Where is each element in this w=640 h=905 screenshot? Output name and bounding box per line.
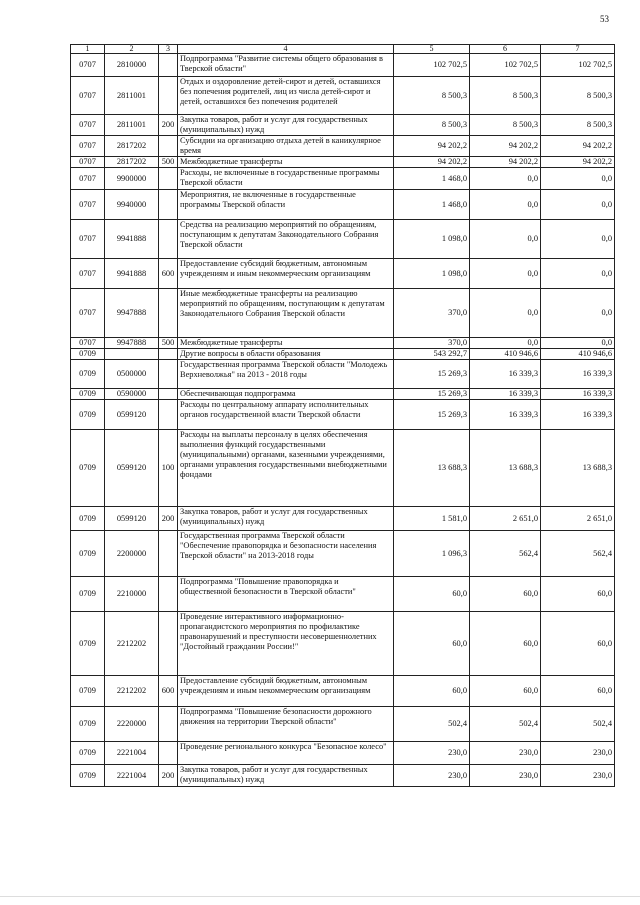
target-article-cell: 9947888 — [105, 338, 159, 349]
section-code-cell: 0709 — [71, 349, 105, 360]
amount-col6-cell: 16 339,3 — [470, 389, 541, 400]
section-code-cell: 0707 — [71, 190, 105, 220]
section-code-cell: 0707 — [71, 77, 105, 115]
expense-type-cell — [159, 190, 178, 220]
amount-col6-cell: 0,0 — [470, 220, 541, 259]
column-header: 2 — [105, 45, 159, 54]
table-row — [71, 707, 615, 742]
amount-col6-cell: 94 202,2 — [470, 136, 541, 157]
amount-col7-cell: 16 339,3 — [541, 400, 615, 430]
amount-col7-cell: 0,0 — [541, 168, 615, 190]
amount-col6-cell: 562,4 — [470, 531, 541, 577]
amount-col7-cell: 16 339,3 — [541, 360, 615, 389]
item-name-cell: Государственная программа Тверской области "Молодежь Верхневолжья" на 2013 - 2018 годы — [178, 360, 394, 389]
target-article-cell: 2200000 — [105, 531, 159, 577]
amount-col5-cell: 502,4 — [394, 707, 470, 742]
section-code-cell: 0709 — [71, 577, 105, 612]
amount-col6-cell: 230,0 — [470, 742, 541, 765]
amount-col5-cell: 94 202,2 — [394, 136, 470, 157]
table-row — [71, 338, 615, 349]
target-article-cell: 0599120 — [105, 507, 159, 531]
table-body — [71, 45, 615, 787]
amount-col6-cell: 2 651,0 — [470, 507, 541, 531]
expense-type-cell: 500 — [159, 157, 178, 168]
table-row — [71, 259, 615, 289]
expense-type-cell — [159, 360, 178, 389]
amount-col7-cell: 0,0 — [541, 220, 615, 259]
item-name-cell: Подпрограмма "Повышение правопорядка и общественной безопасности в Тверской области" — [178, 577, 394, 612]
table-row — [71, 157, 615, 168]
table-row — [71, 389, 615, 400]
page-number: 53 — [600, 14, 609, 24]
table-row — [71, 190, 615, 220]
amount-col6-cell: 0,0 — [470, 289, 541, 338]
expense-type-cell: 200 — [159, 765, 178, 787]
amount-col7-cell: 102 702,5 — [541, 54, 615, 77]
item-name-cell: Предоставление субсидий бюджетным, автономным учреждениям и иным некоммерческим организациям — [178, 676, 394, 707]
section-code-cell: 0709 — [71, 389, 105, 400]
amount-col6-cell: 410 946,6 — [470, 349, 541, 360]
expense-type-cell: 100 — [159, 430, 178, 507]
section-code-cell: 0709 — [71, 676, 105, 707]
column-header: 7 — [541, 45, 615, 54]
expense-type-cell — [159, 54, 178, 77]
section-code-cell: 0709 — [71, 360, 105, 389]
amount-col6-cell: 0,0 — [470, 190, 541, 220]
expense-type-cell — [159, 531, 178, 577]
item-name-cell: Проведение интерактивного информационно-пропагандистского мероприятия по профилактике правонарушений и преступности несовершеннолетних "Достойный гражданин России!" — [178, 612, 394, 676]
table-row — [71, 115, 615, 136]
amount-col5-cell: 1 096,3 — [394, 531, 470, 577]
column-header: 5 — [394, 45, 470, 54]
expense-type-cell: 500 — [159, 338, 178, 349]
scan-edge-divider — [0, 896, 640, 897]
expense-type-cell — [159, 707, 178, 742]
amount-col7-cell: 0,0 — [541, 338, 615, 349]
target-article-cell: 9940000 — [105, 190, 159, 220]
amount-col5-cell: 230,0 — [394, 765, 470, 787]
budget-table — [70, 44, 615, 787]
section-code-cell: 0709 — [71, 507, 105, 531]
amount-col5-cell: 1 468,0 — [394, 168, 470, 190]
amount-col5-cell: 60,0 — [394, 577, 470, 612]
amount-col5-cell: 230,0 — [394, 742, 470, 765]
target-article-cell: 9900000 — [105, 168, 159, 190]
amount-col5-cell: 102 702,5 — [394, 54, 470, 77]
amount-col7-cell: 16 339,3 — [541, 389, 615, 400]
amount-col5-cell: 1 468,0 — [394, 190, 470, 220]
amount-col7-cell: 0,0 — [541, 259, 615, 289]
amount-col7-cell: 60,0 — [541, 676, 615, 707]
amount-col7-cell: 13 688,3 — [541, 430, 615, 507]
expense-type-cell: 200 — [159, 115, 178, 136]
target-article-cell: 2221004 — [105, 742, 159, 765]
section-code-cell: 0707 — [71, 136, 105, 157]
section-code-cell: 0709 — [71, 430, 105, 507]
item-name-cell: Мероприятия, не включенные в государственные программы Тверской области — [178, 190, 394, 220]
table-row — [71, 507, 615, 531]
section-code-cell: 0709 — [71, 707, 105, 742]
item-name-cell: Закупка товаров, работ и услуг для государственных (муниципальных) нужд — [178, 765, 394, 787]
amount-col7-cell: 60,0 — [541, 577, 615, 612]
target-article-cell: 2810000 — [105, 54, 159, 77]
item-name-cell: Другие вопросы в области образования — [178, 349, 394, 360]
amount-col7-cell: 562,4 — [541, 531, 615, 577]
table-row — [71, 168, 615, 190]
amount-col5-cell: 370,0 — [394, 289, 470, 338]
section-code-cell: 0707 — [71, 157, 105, 168]
item-name-cell: Подпрограмма "Развитие системы общего образования в Тверской области" — [178, 54, 394, 77]
amount-col5-cell: 1 098,0 — [394, 220, 470, 259]
target-article-cell: 0599120 — [105, 400, 159, 430]
amount-col7-cell: 410 946,6 — [541, 349, 615, 360]
item-name-cell: Межбюджетные трансферты — [178, 157, 394, 168]
section-code-cell: 0709 — [71, 742, 105, 765]
amount-col6-cell: 0,0 — [470, 338, 541, 349]
item-name-cell: Расходы, не включенные в государственные программы Тверской области — [178, 168, 394, 190]
item-name-cell: Проведение регионального конкурса "Безопасное колесо" — [178, 742, 394, 765]
section-code-cell: 0707 — [71, 289, 105, 338]
item-name-cell: Межбюджетные трансферты — [178, 338, 394, 349]
section-code-cell: 0707 — [71, 115, 105, 136]
amount-col6-cell: 8 500,3 — [470, 77, 541, 115]
amount-col6-cell: 16 339,3 — [470, 400, 541, 430]
column-header: 1 — [71, 45, 105, 54]
amount-col6-cell: 60,0 — [470, 577, 541, 612]
item-name-cell: Обеспечивающая подпрограмма — [178, 389, 394, 400]
table-row — [71, 577, 615, 612]
amount-col7-cell: 8 500,3 — [541, 77, 615, 115]
target-article-cell: 9941888 — [105, 220, 159, 259]
table-row — [71, 531, 615, 577]
amount-col6-cell: 60,0 — [470, 612, 541, 676]
target-article-cell: 2817202 — [105, 157, 159, 168]
expense-type-cell — [159, 577, 178, 612]
table-row — [71, 136, 615, 157]
target-article-cell — [105, 349, 159, 360]
table-row — [71, 349, 615, 360]
item-name-cell: Государственная программа Тверской области "Обеспечение правопорядка и безопасности населения Тверской области" на 2013-2018 годы — [178, 531, 394, 577]
item-name-cell: Расходы на выплаты персоналу в целях обеспечения выполнения функций государственными (муниципальными) органами, казенными учреждениями, органами управления государственными внебюджетными фондами — [178, 430, 394, 507]
amount-col6-cell: 8 500,3 — [470, 115, 541, 136]
target-article-cell: 2212202 — [105, 612, 159, 676]
amount-col5-cell: 13 688,3 — [394, 430, 470, 507]
table-row — [71, 400, 615, 430]
amount-col5-cell: 8 500,3 — [394, 115, 470, 136]
expense-type-cell — [159, 289, 178, 338]
table-row — [71, 612, 615, 676]
table-row — [71, 77, 615, 115]
target-article-cell: 2811001 — [105, 77, 159, 115]
amount-col7-cell: 94 202,2 — [541, 157, 615, 168]
section-code-cell: 0707 — [71, 259, 105, 289]
amount-col7-cell: 94 202,2 — [541, 136, 615, 157]
column-number-row — [71, 45, 615, 54]
table-row — [71, 360, 615, 389]
target-article-cell: 2220000 — [105, 707, 159, 742]
target-article-cell: 2817202 — [105, 136, 159, 157]
expense-type-cell — [159, 612, 178, 676]
section-code-cell: 0709 — [71, 400, 105, 430]
amount-col5-cell: 15 269,3 — [394, 389, 470, 400]
amount-col6-cell: 502,4 — [470, 707, 541, 742]
section-code-cell: 0709 — [71, 531, 105, 577]
expense-type-cell: 600 — [159, 259, 178, 289]
section-code-cell: 0709 — [71, 765, 105, 787]
expense-type-cell — [159, 389, 178, 400]
amount-col5-cell: 15 269,3 — [394, 400, 470, 430]
expense-type-cell — [159, 168, 178, 190]
amount-col5-cell: 370,0 — [394, 338, 470, 349]
expense-type-cell — [159, 400, 178, 430]
section-code-cell: 0707 — [71, 168, 105, 190]
item-name-cell: Подпрограмма "Повышение безопасности дорожного движения на территории Тверской области" — [178, 707, 394, 742]
amount-col7-cell: 60,0 — [541, 612, 615, 676]
target-article-cell: 2221004 — [105, 765, 159, 787]
expense-type-cell — [159, 220, 178, 259]
column-header: 6 — [470, 45, 541, 54]
table-row — [71, 742, 615, 765]
expense-type-cell — [159, 77, 178, 115]
item-name-cell: Предоставление субсидий бюджетным, автономным учреждениям и иным некоммерческим организациям — [178, 259, 394, 289]
amount-col5-cell: 60,0 — [394, 676, 470, 707]
amount-col6-cell: 0,0 — [470, 168, 541, 190]
item-name-cell: Средства на реализацию мероприятий по обращениям, поступающим к депутатам Законодательного Собрания Тверской области — [178, 220, 394, 259]
target-article-cell: 2212202 — [105, 676, 159, 707]
table-row — [71, 430, 615, 507]
amount-col7-cell: 8 500,3 — [541, 115, 615, 136]
amount-col5-cell: 15 269,3 — [394, 360, 470, 389]
amount-col7-cell: 502,4 — [541, 707, 615, 742]
table-row — [71, 220, 615, 259]
amount-col5-cell: 1 581,0 — [394, 507, 470, 531]
item-name-cell: Закупка товаров, работ и услуг для государственных (муниципальных) нужд — [178, 507, 394, 531]
amount-col5-cell: 8 500,3 — [394, 77, 470, 115]
table-row — [71, 289, 615, 338]
amount-col7-cell: 230,0 — [541, 765, 615, 787]
amount-col7-cell: 0,0 — [541, 190, 615, 220]
amount-col6-cell: 94 202,2 — [470, 157, 541, 168]
section-code-cell: 0707 — [71, 338, 105, 349]
amount-col6-cell: 102 702,5 — [470, 54, 541, 77]
amount-col7-cell: 2 651,0 — [541, 507, 615, 531]
target-article-cell: 2811001 — [105, 115, 159, 136]
item-name-cell: Расходы по центральному аппарату исполнительных органов государственной власти Тверской области — [178, 400, 394, 430]
table-row — [71, 765, 615, 787]
target-article-cell: 9941888 — [105, 259, 159, 289]
column-header: 4 — [178, 45, 394, 54]
expense-type-cell — [159, 136, 178, 157]
section-code-cell: 0707 — [71, 54, 105, 77]
amount-col6-cell: 230,0 — [470, 765, 541, 787]
amount-col5-cell: 94 202,2 — [394, 157, 470, 168]
expense-type-cell: 200 — [159, 507, 178, 531]
item-name-cell: Иные межбюджетные трансферты на реализацию мероприятий по обращениям, поступающим к депутатам Законодательного Собрания Тверской области — [178, 289, 394, 338]
section-code-cell: 0709 — [71, 612, 105, 676]
target-article-cell: 0599120 — [105, 430, 159, 507]
amount-col6-cell: 0,0 — [470, 259, 541, 289]
item-name-cell: Отдых и оздоровление детей-сирот и детей, оставшихся без попечения родителей, лиц из числа детей-сирот и детей, оставшихся без попечения родителей — [178, 77, 394, 115]
table-row — [71, 54, 615, 77]
expense-type-cell — [159, 742, 178, 765]
expense-type-cell — [159, 349, 178, 360]
amount-col6-cell: 13 688,3 — [470, 430, 541, 507]
section-code-cell: 0707 — [71, 220, 105, 259]
amount-col6-cell: 60,0 — [470, 676, 541, 707]
amount-col6-cell: 16 339,3 — [470, 360, 541, 389]
target-article-cell: 2210000 — [105, 577, 159, 612]
table-row — [71, 676, 615, 707]
amount-col7-cell: 0,0 — [541, 289, 615, 338]
column-header: 3 — [159, 45, 178, 54]
amount-col7-cell: 230,0 — [541, 742, 615, 765]
item-name-cell: Субсидии на организацию отдыха детей в каникулярное время — [178, 136, 394, 157]
amount-col5-cell: 1 098,0 — [394, 259, 470, 289]
amount-col5-cell: 543 292,7 — [394, 349, 470, 360]
target-article-cell: 0590000 — [105, 389, 159, 400]
item-name-cell: Закупка товаров, работ и услуг для государственных (муниципальных) нужд — [178, 115, 394, 136]
expense-type-cell: 600 — [159, 676, 178, 707]
target-article-cell: 9947888 — [105, 289, 159, 338]
target-article-cell: 0500000 — [105, 360, 159, 389]
amount-col5-cell: 60,0 — [394, 612, 470, 676]
